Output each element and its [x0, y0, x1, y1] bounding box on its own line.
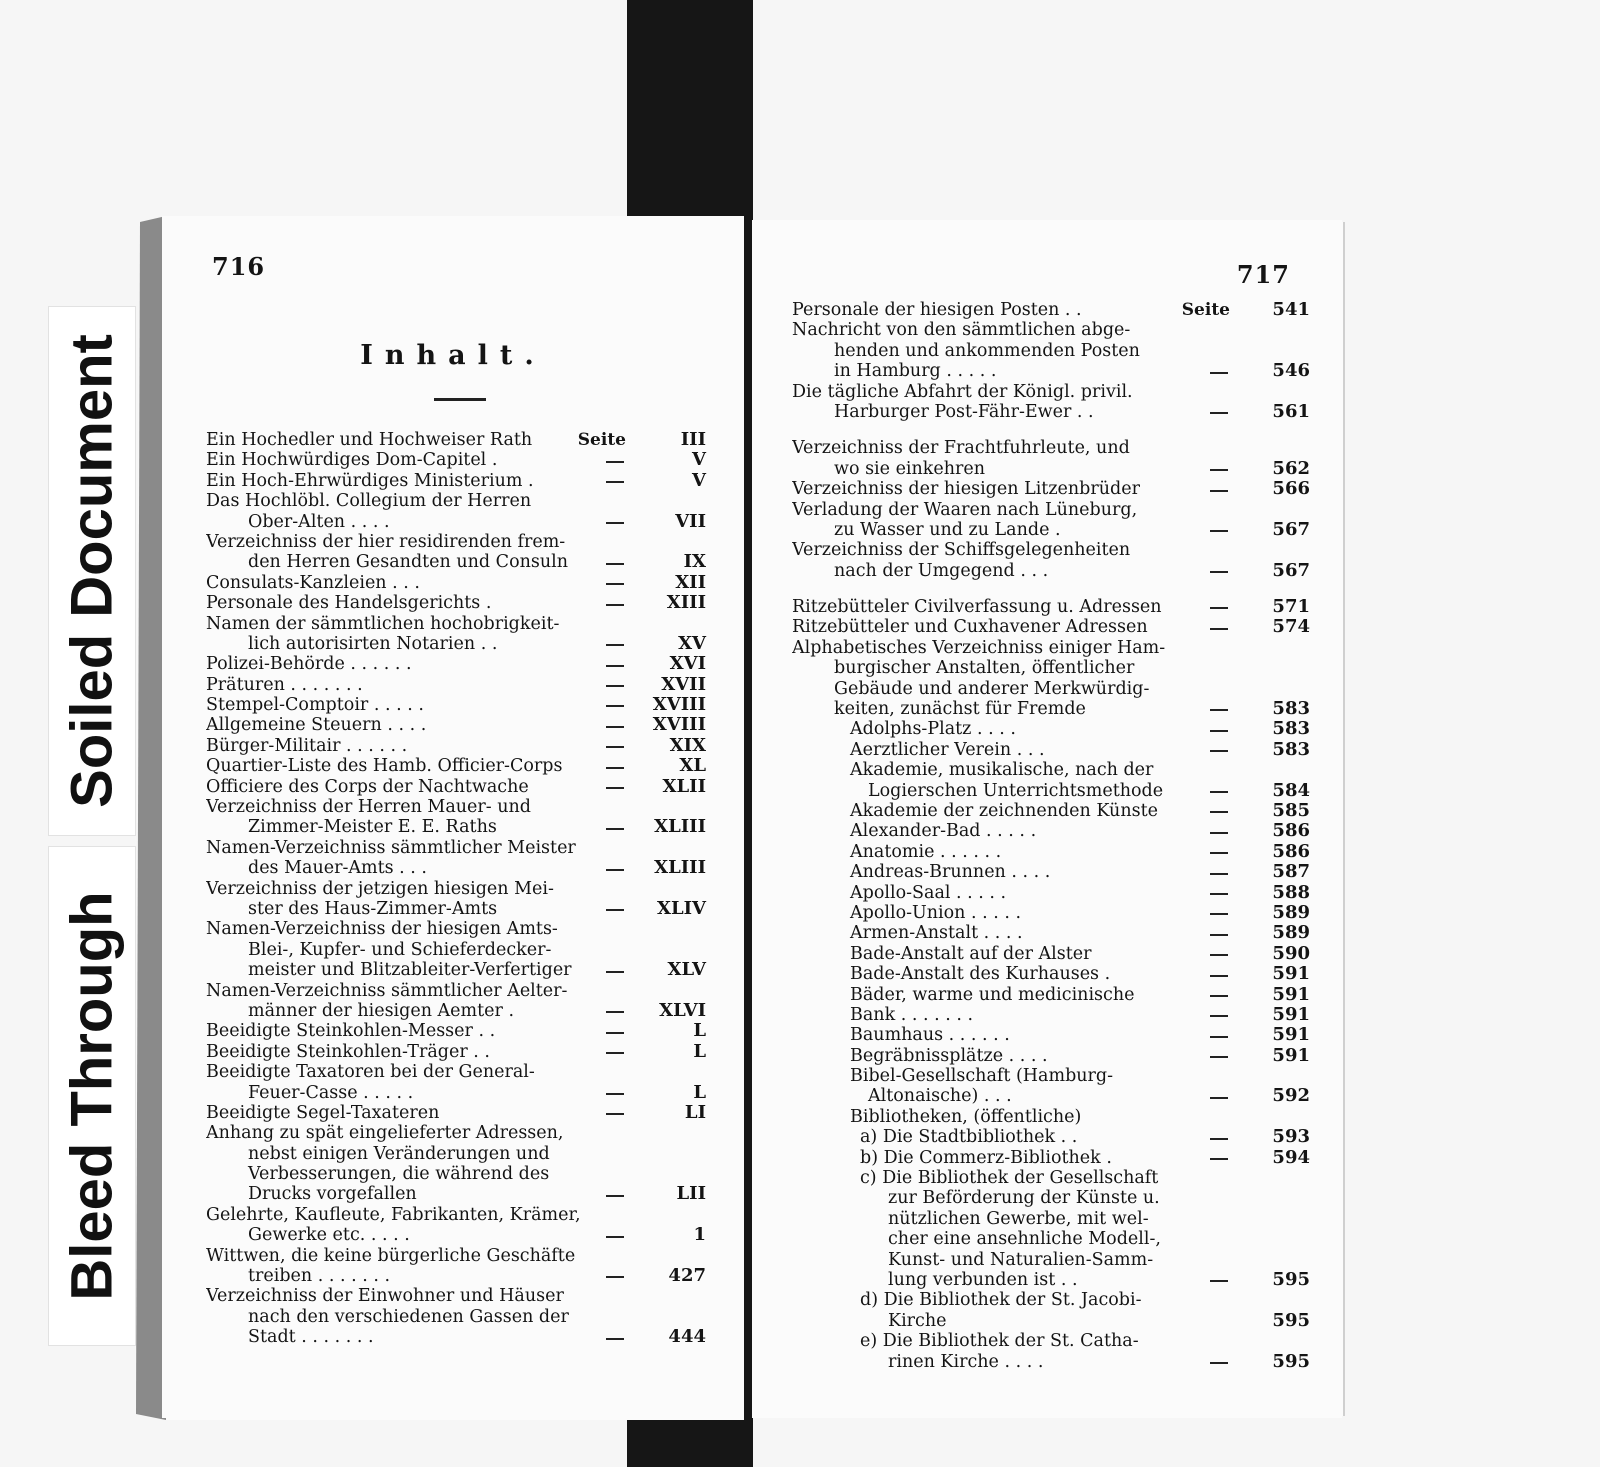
- entry-text-line: meister und Blitzableiter-Verfertiger: [248, 960, 572, 981]
- ditto-dash: [1210, 995, 1228, 997]
- entry-text-line: Ober-Alten . . . .: [248, 511, 390, 532]
- entry-page-number: 583: [1272, 718, 1310, 740]
- entry-text-line: Personale der hiesigen Posten . .: [792, 300, 1082, 320]
- entry-text-line: henden und ankommenden Posten: [834, 340, 1140, 361]
- contents-entry: [206, 1103, 706, 1123]
- entry-text-line: ster des Haus-Zimmer-Amts: [248, 898, 498, 919]
- entry-page-number: 574: [1272, 616, 1310, 638]
- ditto-dash: [606, 726, 624, 728]
- entry-text-line: Präturen . . . . . . .: [206, 674, 363, 695]
- entry-page-number: L: [693, 1020, 706, 1042]
- ditto-dash: [606, 665, 624, 667]
- entry-text-line: Personale des Handelsgerichts .: [206, 593, 492, 614]
- entry-page-number: XLVI: [659, 999, 706, 1021]
- entry-text-line: Ein Hochedler und Hochweiser Rath: [206, 430, 533, 450]
- entry-page-number: 588: [1272, 881, 1310, 903]
- ditto-dash: [606, 787, 624, 789]
- entry-text-line: Kunst- und Naturalien-Samm-: [888, 1249, 1154, 1270]
- entry-text-line: Blei-, Kupfer- und Schieferdecker-: [248, 939, 552, 960]
- contents-entry: [206, 675, 706, 695]
- entry-text-line: nebst einigen Veränderungen und: [248, 1143, 550, 1164]
- entry-page-number: 587: [1272, 861, 1310, 883]
- entry-page-number: XL: [679, 755, 706, 777]
- ditto-dash: [1210, 1015, 1228, 1017]
- ditto-dash: [1210, 372, 1228, 374]
- contents-entry: [792, 1127, 1310, 1147]
- ditto-dash: [1210, 1362, 1228, 1364]
- entry-text-line: Namen-Verzeichniss der hiesigen Amts-: [206, 919, 558, 940]
- ditto-dash: [1210, 1097, 1228, 1099]
- entry-page-number: 562: [1272, 457, 1310, 479]
- entry-page-number: XVI: [669, 653, 706, 675]
- entry-text-line: d) Die Bibliothek der St. Jacobi-: [860, 1290, 1142, 1311]
- entry-text-line: nach der Umgegend . . .: [834, 560, 1049, 581]
- contents-entry: [792, 617, 1310, 637]
- ditto-dash: [606, 1093, 624, 1095]
- ditto-dash: [606, 746, 624, 748]
- entry-page-number: 583: [1272, 738, 1310, 760]
- entry-text-line: Stadt . . . . . . .: [248, 1327, 374, 1348]
- seite-label: Seite: [577, 430, 626, 450]
- ditto-dash: [1210, 913, 1228, 915]
- entry-page-number: L: [693, 1040, 706, 1062]
- entry-text-line: nach den verschiedenen Gassen der: [248, 1306, 569, 1327]
- entry-page-number: XVIII: [652, 714, 706, 736]
- contents-entry: [792, 1025, 1310, 1045]
- entry-page-number: 586: [1272, 840, 1310, 862]
- entry-page-number: 595: [1272, 1350, 1310, 1372]
- entry-text-line: burgischer Anstalten, öffentlicher: [834, 658, 1135, 679]
- entry-page-number: 591: [1272, 983, 1310, 1005]
- entry-text-line: Namen-Verzeichniss sämmtlicher Meister: [206, 837, 576, 858]
- entry-page-number: 593: [1272, 1126, 1310, 1148]
- entry-page-number: XLII: [662, 775, 706, 797]
- ditto-dash: [1210, 1056, 1228, 1058]
- ditto-dash: [1210, 791, 1228, 793]
- ditto-dash: [606, 1236, 624, 1238]
- entry-page-number: XIII: [666, 592, 706, 614]
- entry-text-line: Beeidigte Steinkohlen-Träger . .: [206, 1041, 490, 1062]
- entry-text-line: Bibliotheken, (öffentliche): [850, 1106, 1082, 1127]
- contents-entry: [792, 862, 1310, 882]
- entry-text-line: e) Die Bibliothek der St. Catha-: [860, 1331, 1139, 1352]
- entry-text-line: Beeidigte Taxatoren bei der General-: [206, 1062, 535, 1083]
- contents-entry: [206, 471, 706, 491]
- entry-text-line: Armen-Anstalt . . . .: [850, 923, 1023, 944]
- entry-text-line: des Mauer-Amts . . .: [248, 858, 427, 879]
- entry-text-line: Kirche: [888, 1310, 947, 1331]
- entry-text-line: Altonaische) . . .: [868, 1086, 1012, 1107]
- ditto-dash: [1210, 873, 1228, 875]
- entry-page-number: XVII: [661, 673, 706, 695]
- entry-text-line: Verzeichniss der Frachtfuhrleute, und: [792, 438, 1130, 459]
- contents-entry: [206, 491, 706, 532]
- entry-page-number: IX: [683, 551, 706, 573]
- entry-text-line: Alphabetisches Verzeichniss einiger Ham-: [792, 637, 1166, 658]
- entry-text-line: Verladung der Waaren nach Lüneburg,: [792, 499, 1138, 520]
- entry-text-line: Verzeichniss der hier residirenden frem-: [206, 531, 566, 552]
- entry-text-line: Zimmer-Meister E. E. Raths: [248, 817, 497, 838]
- contents-entry: [792, 923, 1310, 943]
- entry-text-line: Andreas-Brunnen . . . .: [850, 862, 1051, 883]
- ditto-dash: [1210, 934, 1228, 936]
- entry-text-line: Gewerke etc. . . . .: [248, 1225, 410, 1246]
- entry-page-number: 595: [1272, 1309, 1310, 1331]
- entry-page-number: 583: [1272, 698, 1310, 720]
- entry-page-number: 586: [1272, 820, 1310, 842]
- contents-entry: [206, 450, 706, 470]
- entry-page-number: 595: [1272, 1268, 1310, 1290]
- entry-page-number: XII: [675, 571, 706, 593]
- contents-entry: [206, 797, 706, 838]
- entry-page-number: VII: [675, 510, 706, 532]
- ditto-dash: [606, 1195, 624, 1197]
- entry-page-number: XIX: [669, 734, 706, 756]
- contents-entry: [792, 903, 1310, 923]
- contents-entry: [206, 919, 706, 980]
- ditto-dash: [1210, 607, 1228, 609]
- entry-page-number: 567: [1272, 518, 1310, 540]
- left-page: [162, 216, 744, 1418]
- contents-entry: [792, 1005, 1310, 1025]
- entry-text-line: Verzeichniss der Einwohner und Häuser: [206, 1286, 564, 1307]
- contents-entry: [792, 985, 1310, 1005]
- entry-text-line: Ritzebütteler Civilverfassung u. Adressen: [792, 597, 1162, 618]
- ditto-dash: [606, 1338, 624, 1340]
- contents-entry: [206, 1042, 706, 1062]
- contents-entry: [206, 532, 706, 573]
- entry-text-line: Beeidigte Steinkohlen-Messer . .: [206, 1021, 496, 1042]
- contents-entry: [792, 438, 1310, 479]
- ditto-dash: [1210, 730, 1228, 732]
- page-number: 717: [1236, 260, 1290, 289]
- entry-page-number: V: [692, 449, 706, 471]
- entry-page-number: 584: [1272, 779, 1310, 801]
- entry-text-line: Gelehrte, Kaufleute, Fabrikanten, Krämer,: [206, 1204, 581, 1225]
- contents-entry: [792, 1107, 1310, 1127]
- entry-page-number: 585: [1272, 799, 1310, 821]
- ditto-dash: [606, 1032, 624, 1034]
- contents-entry: [206, 1286, 706, 1347]
- contents-entry: [206, 777, 706, 797]
- entry-page-number: 561: [1272, 400, 1310, 422]
- ditto-dash: [606, 583, 624, 585]
- contents-entry: [792, 382, 1310, 423]
- contents-entry: [792, 1148, 1310, 1168]
- entry-page-number: 591: [1272, 1044, 1310, 1066]
- contents-entry: [206, 593, 706, 613]
- entry-text-line: Begräbnissplätze . . . .: [850, 1045, 1048, 1066]
- contents-entry: [206, 695, 706, 715]
- entry-page-number: XVIII: [652, 694, 706, 716]
- entry-page-number: XLIII: [654, 857, 706, 879]
- entry-page-number: 590: [1272, 942, 1310, 964]
- entry-text-line: männer der hiesigen Aemter .: [248, 1000, 515, 1021]
- ditto-dash: [606, 971, 624, 973]
- entry-page-number: 444: [668, 1326, 706, 1348]
- contents-entry: [206, 879, 706, 920]
- contents-entry: [792, 883, 1310, 903]
- contents-entry: [792, 1066, 1310, 1107]
- ditto-dash: [606, 522, 624, 524]
- entry-text-line: den Herren Gesandten und Consuln: [248, 552, 568, 573]
- entry-text-line: Ein Hochwürdiges Dom-Capitel .: [206, 450, 498, 471]
- contents-entry: [206, 1021, 706, 1041]
- entry-text-line: Verzeichniss der Herren Mauer- und: [206, 797, 531, 818]
- ditto-dash: [1210, 469, 1228, 471]
- contents-entry: [792, 842, 1310, 862]
- entry-text-line: Adolphs-Platz . . . .: [850, 719, 1016, 740]
- contents-entry: [206, 838, 706, 879]
- entry-text-line: Bäder, warme und medicinische: [850, 984, 1135, 1005]
- contents-entry: [792, 1290, 1310, 1331]
- entry-text-line: Verzeichniss der Schiffsgelegenheiten: [792, 540, 1131, 561]
- ditto-dash: [606, 909, 624, 911]
- ditto-dash: [1210, 1036, 1228, 1038]
- entry-text-line: Alexander-Bad . . . . .: [850, 821, 1037, 842]
- entry-text-line: Akademie, musikalische, nach der: [850, 760, 1154, 781]
- stamp-label-top: Soiled Document: [59, 334, 125, 808]
- entry-text-line: Drucks vorgefallen: [248, 1184, 417, 1205]
- entry-text-line: Officiere des Corps der Nachtwache: [206, 776, 529, 797]
- contents-entry: [792, 760, 1310, 801]
- entry-page-number: 567: [1272, 559, 1310, 581]
- entry-text-line: Bibel-Gesellschaft (Hamburg-: [850, 1066, 1114, 1087]
- contents-entry: [792, 801, 1310, 821]
- entry-text-line: Ein Hoch-Ehrwürdiges Ministerium .: [206, 470, 534, 491]
- entry-text-line: cher eine ansehnliche Modell-,: [888, 1229, 1161, 1250]
- contents-entry: [792, 1046, 1310, 1066]
- entry-text-line: rinen Kirche . . . .: [888, 1351, 1044, 1372]
- entry-page-number: LI: [684, 1101, 706, 1123]
- contents-list-left: [206, 430, 706, 1348]
- contents-entry: [792, 300, 1310, 320]
- ditto-dash: [606, 644, 624, 646]
- entry-text-line: Stempel-Comptoir . . . . .: [206, 695, 424, 716]
- entry-text-line: treiben . . . . . . .: [248, 1266, 391, 1287]
- entry-page-number: 594: [1272, 1146, 1310, 1168]
- ditto-dash: [606, 1113, 624, 1115]
- entry-text-line: Das Hochlöbl. Collegium der Herren: [206, 491, 532, 512]
- entry-text-line: Bade-Anstalt des Kurhauses .: [850, 964, 1111, 985]
- entry-text-line: zu Wasser und zu Lande .: [834, 519, 1061, 540]
- entry-text-line: c) Die Bibliothek der Gesellschaft: [860, 1168, 1159, 1189]
- ditto-dash: [606, 461, 624, 463]
- contents-entry: [792, 597, 1310, 617]
- entry-text-line: a) Die Stadtbibliothek . .: [860, 1127, 1078, 1148]
- entry-text-line: Bank . . . . . . .: [850, 1004, 974, 1025]
- entry-page-number: LII: [676, 1183, 706, 1205]
- entry-page-number: XLIV: [656, 897, 706, 919]
- entry-text-line: Bürger-Militair . . . . . .: [206, 735, 408, 756]
- contents-entry: [792, 944, 1310, 964]
- contents-entry: [792, 964, 1310, 984]
- entry-text-line: Namen-Verzeichniss sämmtlicher Aelter-: [206, 980, 568, 1001]
- ditto-dash: [1210, 571, 1228, 573]
- entry-page-number: 589: [1272, 922, 1310, 944]
- entry-page-number: 546: [1272, 360, 1310, 382]
- entry-text-line: Anhang zu spät eingelieferter Adressen,: [206, 1123, 564, 1144]
- contents-entry: [206, 1205, 706, 1246]
- page-number: 716: [212, 252, 266, 281]
- entry-page-number: L: [693, 1081, 706, 1103]
- contents-entry: [206, 756, 706, 776]
- ditto-dash: [606, 604, 624, 606]
- page-title: Inhalt.: [360, 340, 546, 371]
- entry-page-number: XLIII: [654, 816, 706, 838]
- contents-entry: [206, 715, 706, 735]
- entry-text-line: Akademie der zeichnenden Künste: [850, 800, 1158, 821]
- entry-page-number: V: [692, 469, 706, 491]
- contents-entry: [792, 821, 1310, 841]
- entry-text-line: Die tägliche Abfahrt der Königl. privil.: [792, 381, 1133, 402]
- entry-text-line: Anatomie . . . . . .: [850, 841, 1002, 862]
- ditto-dash: [1210, 1138, 1228, 1140]
- entry-page-number: 566: [1272, 478, 1310, 500]
- entry-text-line: Verzeichniss der jetzigen hiesigen Mei-: [206, 878, 554, 899]
- ditto-dash: [1210, 852, 1228, 854]
- ditto-dash: [1210, 954, 1228, 956]
- entry-text-line: Quartier-Liste des Hamb. Officier-Corps: [206, 756, 563, 777]
- entry-text-line: Polizei-Behörde . . . . . .: [206, 654, 412, 675]
- entry-text-line: b) Die Commerz-Bibliothek .: [860, 1147, 1112, 1168]
- entry-text-line: keiten, zunächst für Fremde: [834, 699, 1086, 720]
- contents-entry: [792, 740, 1310, 760]
- entry-text-line: Ritzebütteler und Cuxhavener Adressen: [792, 617, 1148, 638]
- contents-entry: [206, 430, 706, 450]
- contents-entry: [206, 1062, 706, 1103]
- contents-entry: [792, 638, 1310, 720]
- contents-list-right: [792, 300, 1310, 1372]
- entry-page-number: 592: [1272, 1085, 1310, 1107]
- ditto-dash: [606, 481, 624, 483]
- ditto-dash: [606, 563, 624, 565]
- contents-entry: [206, 573, 706, 593]
- entry-text-line: Namen der sämmtlichen hochobrigkeit-: [206, 613, 560, 634]
- entry-text-line: Apollo-Saal . . . . .: [850, 882, 1007, 903]
- ditto-dash: [1210, 1158, 1228, 1160]
- entry-text-line: Logierschen Unterrichtsmethode: [868, 780, 1164, 801]
- entry-text-line: lung verbunden ist . .: [888, 1269, 1078, 1290]
- entry-page-number: XV: [678, 632, 706, 654]
- contents-entry: [792, 320, 1310, 381]
- entry-text-line: Wittwen, die keine bürgerliche Geschäfte: [206, 1245, 576, 1266]
- entry-page-number: 591: [1272, 963, 1310, 985]
- contents-entry: [792, 479, 1310, 499]
- contents-entry: [792, 500, 1310, 541]
- contents-entry: [206, 654, 706, 674]
- entry-text-line: Feuer-Casse . . . . .: [248, 1082, 414, 1103]
- ditto-dash: [1210, 893, 1228, 895]
- ditto-dash: [1210, 750, 1228, 752]
- ditto-dash: [1210, 490, 1228, 492]
- contents-entry: [206, 1246, 706, 1287]
- entry-text-line: Nachricht von den sämmtlichen abge-: [792, 320, 1131, 341]
- entry-text-line: Gebäude und anderer Merkwürdig-: [834, 678, 1150, 699]
- entry-text-line: Harburger Post-Fähr-Ewer . .: [834, 401, 1094, 422]
- bleed-through-stamp: [48, 846, 136, 1346]
- contents-entry: [206, 614, 706, 655]
- entry-text-line: Verbesserungen, die während des: [248, 1164, 550, 1185]
- ditto-dash: [606, 767, 624, 769]
- ditto-dash: [1210, 811, 1228, 813]
- entry-page-number: XLV: [667, 959, 706, 981]
- ditto-dash: [606, 869, 624, 871]
- entry-page-number: 591: [1272, 1024, 1310, 1046]
- stamp-label-bottom: Bleed Through: [59, 891, 125, 1301]
- ditto-dash: [1210, 832, 1228, 834]
- entry-page-number: 591: [1272, 1003, 1310, 1025]
- ditto-dash: [606, 828, 624, 830]
- entry-page-number: III: [680, 429, 706, 450]
- ditto-dash: [606, 705, 624, 707]
- contents-entry: [206, 981, 706, 1022]
- entry-text-line: Consulats-Kanzleien . . .: [206, 572, 420, 593]
- entry-text-line: nützlichen Gewerbe, mit wel-: [888, 1208, 1149, 1229]
- entry-page-number: 427: [668, 1265, 706, 1287]
- entry-text-line: Allgemeine Steuern . . . .: [206, 715, 427, 736]
- contents-entry: [792, 540, 1310, 581]
- contents-entry: [206, 1123, 706, 1205]
- ditto-dash: [1210, 530, 1228, 532]
- entry-text-line: Baumhaus . . . . . .: [850, 1025, 1010, 1046]
- ditto-dash: [1210, 709, 1228, 711]
- ditto-dash: [1210, 975, 1228, 977]
- ditto-dash: [606, 685, 624, 687]
- ditto-dash: [606, 1052, 624, 1054]
- entry-text-line: Verzeichniss der hiesigen Litzenbrüder: [792, 479, 1140, 500]
- ditto-dash: [1210, 1280, 1228, 1282]
- entry-text-line: Beeidigte Segel-Taxateren: [206, 1102, 440, 1123]
- seite-label: Seite: [1181, 300, 1230, 320]
- ditto-dash: [1210, 628, 1228, 630]
- right-page: [752, 220, 1342, 1418]
- title-rule: [434, 398, 486, 401]
- entry-text-line: wo sie einkehren: [834, 458, 986, 479]
- soiled-document-stamp: [48, 306, 136, 836]
- contents-entry: [792, 1168, 1310, 1290]
- entry-page-number: 571: [1272, 596, 1310, 618]
- contents-entry: [206, 736, 706, 756]
- contents-entry: [792, 719, 1310, 739]
- ditto-dash: [606, 1011, 624, 1013]
- entry-text-line: Bade-Anstalt auf der Alster: [850, 943, 1092, 964]
- ditto-dash: [606, 1276, 624, 1278]
- entry-text-line: Aerztlicher Verein . . .: [850, 739, 1045, 760]
- entry-text-line: Apollo-Union . . . . .: [850, 902, 1022, 923]
- entry-text-line: lich autorisirten Notarien . .: [248, 633, 498, 654]
- entry-text-line: in Hamburg . . . . .: [834, 361, 997, 382]
- entry-page-number: 1: [693, 1224, 706, 1246]
- entry-page-number: 589: [1272, 901, 1310, 923]
- entry-page-number: 541: [1272, 299, 1310, 320]
- contents-entry: [792, 1331, 1310, 1372]
- ditto-dash: [1210, 412, 1228, 414]
- entry-text-line: zur Beförderung der Künste u.: [888, 1188, 1160, 1209]
